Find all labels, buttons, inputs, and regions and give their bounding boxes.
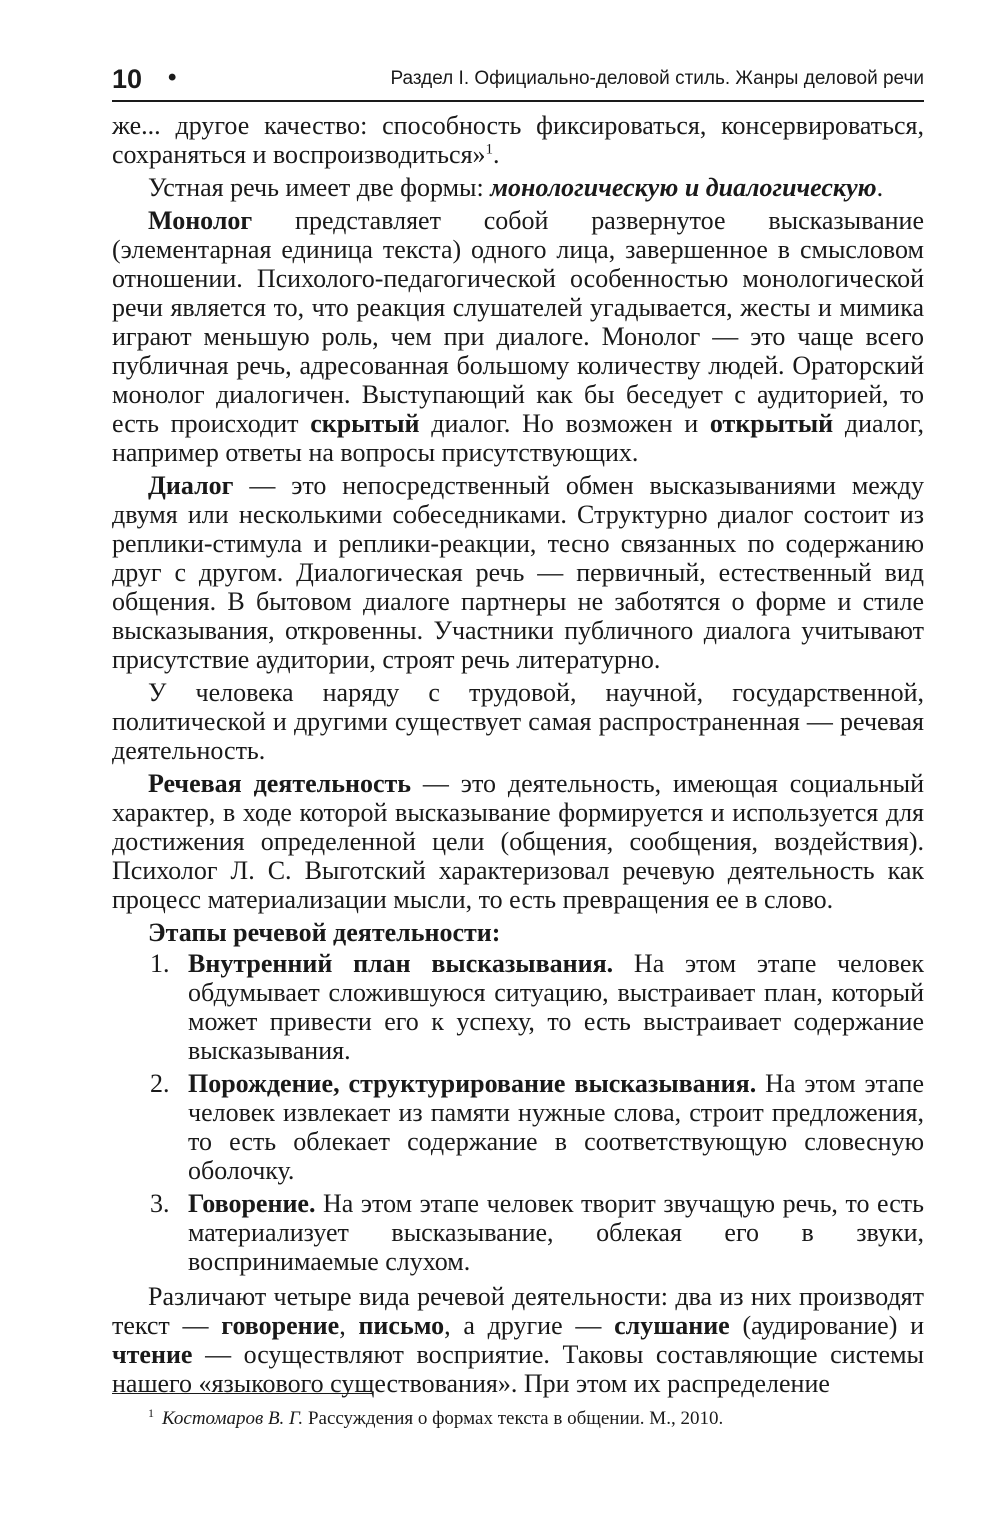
- list-number: 2.: [150, 1069, 170, 1098]
- term-speaking: говорение: [221, 1311, 340, 1340]
- footnote-author: Костомаров В. Г.: [162, 1408, 304, 1429]
- page-number: 10: [112, 64, 143, 94]
- paragraph-oral-forms: Устная речь имеет две формы: монологическую и диалогическую.: [148, 173, 884, 202]
- list-number: 1.: [150, 949, 170, 978]
- paragraph-monologue: Монолог представляет собой развернутое высказывание (элементарная единица текста) одного лица, завершенное в смысловом отношении. Психолого-педагогической особенностью монологической речи является то, что реакция слушателей угадывается, жесты и мимика играют меньшую роль, чем при диалоге. Монолог — это чаще всего публичная речь, адресованная большому количеству людей. Ораторский монолог диалогичен. Выступающий как бы беседует с аудиторией, то есть происходит скрытый диалог. Но возможен и открытый диалог, например ответы на вопросы присутствующих.: [112, 206, 924, 467]
- running-head: [112, 60, 924, 102]
- list-item: 1. Внутренний план высказывания. На этом этапе человек обдумывает сложившуюся ситуацию, выстраивает план, который может привести его к успеху, то есть выстраивает содержание высказывания.: [150, 949, 924, 1065]
- list-item: 2. Порождение, структурирование высказывания. На этом этапе человек извлекает из памяти нужные слова, строит предложения, то есть облекает содержание в соответствующую словесную оболочку.: [150, 1069, 924, 1185]
- footnote-text: Рассуждения о формах текста в общении. М., 2010.: [303, 1408, 724, 1429]
- list-number: 3.: [150, 1189, 170, 1218]
- term-monologue: Монолог: [148, 206, 253, 235]
- paragraph-continuation: же... другое качество: способность фиксироваться, консервироваться, сохраняться и воспроизводиться»$^1$.: [112, 111, 924, 169]
- stage-title: Внутренний план высказывания.: [188, 949, 614, 978]
- term-reading: чтение: [112, 1340, 193, 1369]
- bullet-separator: •: [168, 64, 177, 91]
- emphasis-forms: монологическую и диалогическую: [490, 173, 877, 202]
- paragraph-speech-activity-intro: У человека наряду с трудовой, научной, государственной, политической и другими существует самая распространенная — речевая деятельность.: [112, 678, 924, 765]
- term-hidden: скрытый: [310, 409, 420, 438]
- stages-heading: Этапы речевой деятельности:: [148, 918, 501, 947]
- footnote: [148, 1407, 924, 1431]
- paragraph-four-types: Различают четыре вида речевой деятельности: два из них производят текст — говорение, письмо, а другие — слушание (аудирование) и чтение — осуществляют восприятие. Таковы составляющие системы нашего «языкового существования». При этом их распределение: [112, 1282, 925, 1398]
- term-open: открытый: [709, 409, 834, 438]
- stage-title: Говорение.: [188, 1189, 316, 1218]
- stages-list: [112, 949, 924, 1276]
- footnote-mark: 1: [148, 1405, 154, 1420]
- paragraph-dialogue: Диалог — это непосредственный обмен высказываниями между двумя или несколькими собеседниками. Структурно диалог состоит из реплики-стимула и реплики-реакции, тесно связанных по содержанию друг с другом. Диалогическая речь — первичный, естественный вид общения. В бытовом диалоге партнеры не заботятся о форме и стиле высказывания, откровенны. Участники публичного диалога учитывают присутствие аудитории, строят речь литературно.: [112, 471, 924, 674]
- footnote-reference: 1: [485, 141, 494, 158]
- term-speech-activity: Речевая деятельность: [148, 769, 412, 798]
- section-title: Раздел I. Официально-деловой стиль. Жанры деловой речи: [390, 68, 924, 89]
- list-item: 3. Говорение. На этом этапе человек творит звучащую речь, то есть материализует высказывание, облекая его в звуки, воспринимаемые слухом.: [150, 1189, 924, 1276]
- term-writing: письмо: [358, 1311, 445, 1340]
- main-text: [112, 111, 924, 1402]
- paragraph-speech-activity: Речевая деятельность — это деятельность, имеющая социальный характер, в ходе которой высказывание формируется и используется для достижения определенной цели (общения, сообщения, воздействия). Психолог Л. С. Выготский характеризовал речевую деятельность как процесс материализации мысли, то есть превращения ее в слово.: [112, 769, 924, 914]
- term-listening: слушание: [614, 1311, 730, 1340]
- term-dialogue: Диалог: [148, 471, 234, 500]
- footnote-divider: [112, 1393, 372, 1394]
- stage-title: Порождение, структурирование высказывания.: [188, 1069, 757, 1098]
